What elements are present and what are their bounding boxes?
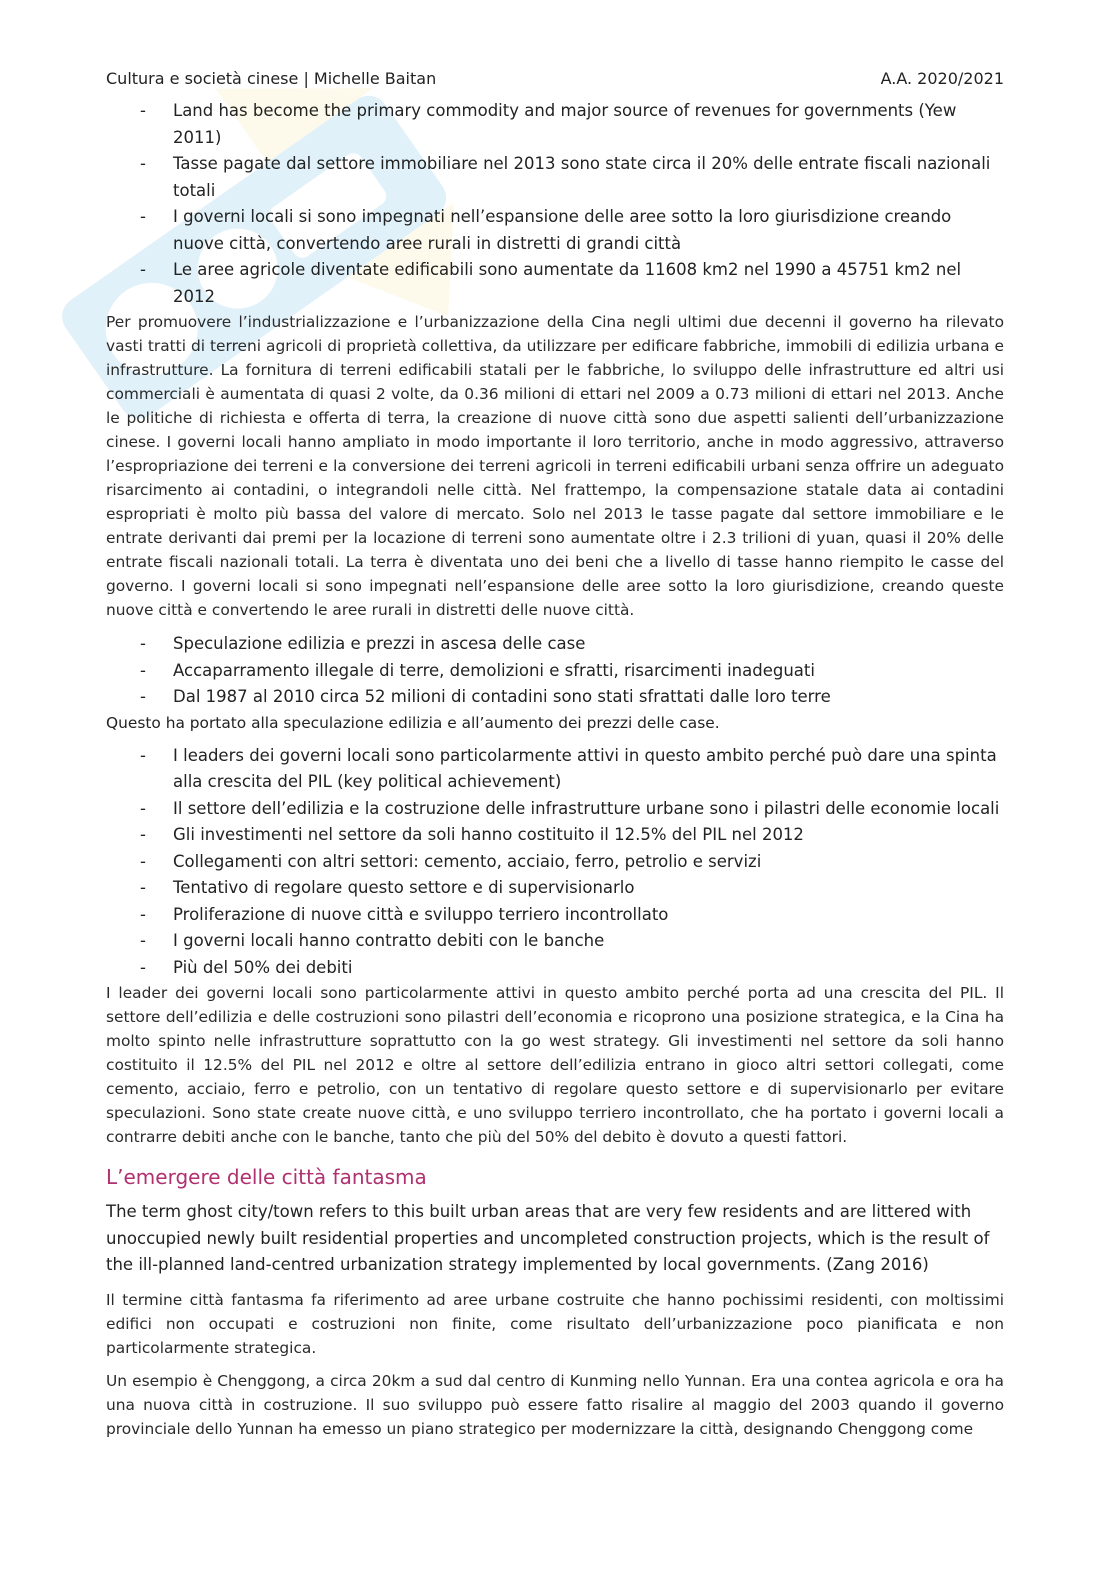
- dash-marker: -: [140, 634, 146, 653]
- dash-marker: -: [140, 687, 146, 706]
- list-item: - Land has become the primary commodity and major source of revenues for governments (Yew 2011): [106, 98, 1004, 151]
- list-item: - Gli investimenti nel settore da soli hanno costituito il 12.5% del PIL nel 2012: [106, 822, 1004, 849]
- page-content: [106, 64, 1004, 1441]
- list-item: - Le aree agricole diventate edificabili sono aumentate da 11608 km2 nel 1990 a 45751 km2 nel 2012: [106, 257, 1004, 310]
- list-item: - Dal 1987 al 2010 circa 52 milioni di contadini sono stati sfrattati dalle loro terre: [106, 684, 1004, 711]
- page-header: [106, 64, 1004, 98]
- list-item: - Tentativo di regolare questo settore e di supervisionarlo: [106, 875, 1004, 902]
- dash-marker: -: [140, 931, 146, 950]
- list-item: - I leaders dei governi locali sono particolarmente attivi in questo ambito perché può dare una spinta alla crescita del PIL (key political achievement): [106, 743, 1004, 796]
- paragraph-chenggong-example: Un esempio è Chenggong, a circa 20km a sud dal centro di Kunming nello Yunnan. Era una contea agricola e ora ha una nuova città in costruzione. Il suo sviluppo può essere fatto risalire al maggio del 2003 quando il governo provinciale dello Yunnan ha emesso un piano strategico per modernizzare la città, designando Chenggong come: [106, 1371, 1004, 1438]
- dash-marker: -: [140, 260, 146, 279]
- dash-marker: -: [140, 207, 146, 226]
- list-item: - I governi locali hanno contratto debiti con le banche: [106, 928, 1004, 955]
- list-item: - Il settore dell’edilizia e la costruzione delle infrastrutture urbane sono i pilastri delle economie locali: [106, 796, 1004, 823]
- dash-marker: -: [140, 957, 146, 977]
- dash-marker: -: [140, 798, 146, 818]
- list-item: - I governi locali si sono impegnati nell’espansione delle aree sotto la loro giurisdizione creando nuove città, convertendo aree rurali in distretti di grandi città: [106, 204, 1004, 257]
- header-academic-year: A.A. 2020/2021: [880, 69, 1004, 88]
- paragraph-speculation-summary: Questo ha portato alla speculazione edilizia e all’aumento dei prezzi delle case.: [106, 713, 720, 732]
- paragraph-ghost-city-italian: Il termine città fantasma fa riferimento ad aree urbane costruite che hanno pochissimi residenti, con moltissimi edifici non occupati e costruzioni non finite, come risultato dell’urbanizzazione poco pianificata e non particolarmente strategica.: [106, 1290, 1004, 1357]
- list-item: - Proliferazione di nuove città e sviluppo terriero incontrollato: [106, 902, 1004, 929]
- list-item: - Più del 50% dei debiti: [106, 955, 1004, 982]
- dash-marker: -: [140, 878, 146, 897]
- paragraph-urbanization: Per promuovere l’industrializzazione e l’urbanizzazione della Cina negli ultimi due decenni il governo ha rilevato vasti tratti di terreni agricoli di proprietà collettiva, da utilizzare per edificare fabbriche, immobili di edilizia urbana e infrastrutture. La fornitura di terreni edificabili statali per le fabbriche, lo sviluppo delle infrastrutture ed altri usi commerciali è aumentata di quasi 2 volte, da 0.36 milioni di ettari nel 2009 a 0.73 milioni di ettari nel 2013. Anche le politiche di richiesta e offerta di terra, la creazione di nuove città sono due aspetti salienti dell’urbanizzazione cinese. I governi locali hanno ampliato in modo importante il loro territorio, anche in modo aggressivo, attraverso l’espropriazione dei terreni e la conversione dei terreni agricoli in terreni edificabili urbani senza offrire un adeguato risarcimento ai contadini, o integrandoli nelle città. Nel frattempo, la compensazione statale data ai contadini espropriati è molto più bassa del valore di mercato. Solo nel 2013 le tasse pagate dal settore immobiliare e le entrate derivanti dai premi per la locazione di terreni sono aumentate oltre i 2.3 trilioni di yuan, quasi il 20% delle entrate fiscali nazionali totali. La terra è diventata uno dei beni che a livello di tasse hanno riempito le casse del governo. I governi locali si sono impegnati nell’espansione delle aree sotto la loro giurisdizione, creando queste nuove città e convertendo le aree rurali in distretti delle nuove città.: [106, 313, 1004, 619]
- list-item: - Collegamenti con altri settori: cemento, acciaio, ferro, petrolio e servizi: [106, 849, 1004, 876]
- bullet-list-speculation: [106, 631, 1004, 711]
- bullet-list-land-revenue: [106, 98, 1004, 310]
- bullet-list-local-governments: [106, 743, 1004, 982]
- list-item: - Tasse pagate dal settore immobiliare nel 2013 sono state circa il 20% delle entrate fiscali nazionali totali: [106, 151, 1004, 204]
- header-course-author: Cultura e società cinese | Michelle Baitan: [106, 69, 437, 88]
- dash-marker: -: [140, 660, 146, 680]
- dash-marker: -: [140, 745, 146, 765]
- list-item: - Speculazione edilizia e prezzi in ascesa delle case: [106, 631, 1004, 658]
- dash-marker: -: [140, 851, 146, 871]
- dash-marker: -: [140, 154, 146, 173]
- list-item: - Accaparramento illegale di terre, demolizioni e sfratti, risarcimenti inadeguati: [106, 658, 1004, 685]
- paragraph-local-leaders: I leader dei governi locali sono particolarmente attivi in questo ambito perché porta ad una crescita del PIL. Il settore dell’edilizia e delle costruzioni sono pilastri dell’economia e ricoprono una posizione strategica, e la Cina ha molto spinto nelle infrastrutture soprattutto con la go west strategy. Gli investimenti nel settore da soli hanno costituito il 12.5% del PIL nel 2012 e oltre al settore dell’edilizia entrano in gioco altri settori collegati, come cemento, acciaio, ferro e petrolio, con un tentativo di regolare questo settore e di supervisionarlo per evitare speculazioni. Sono state create nuove città, e uno sviluppo terriero incontrollato, che ha portato i governi locali a contrarre debiti anche con le banche, tanto che più del 50% del debito è dovuto a questi fattori.: [106, 984, 1004, 1146]
- dash-marker: -: [140, 825, 146, 844]
- dash-marker: -: [140, 904, 146, 924]
- dash-marker: -: [140, 101, 146, 120]
- section-heading-ghost-cities: L’emergere delle città fantasma: [106, 1165, 427, 1189]
- quote-ghost-city-definition: The term ghost city/town refers to this built urban areas that are very few residents and are littered with unoccupied newly built residential properties and uncompleted construction projects, which is the result of the ill-planned land-centred urbanization strategy implemented by local governments. (Zang 2016): [106, 1202, 990, 1274]
